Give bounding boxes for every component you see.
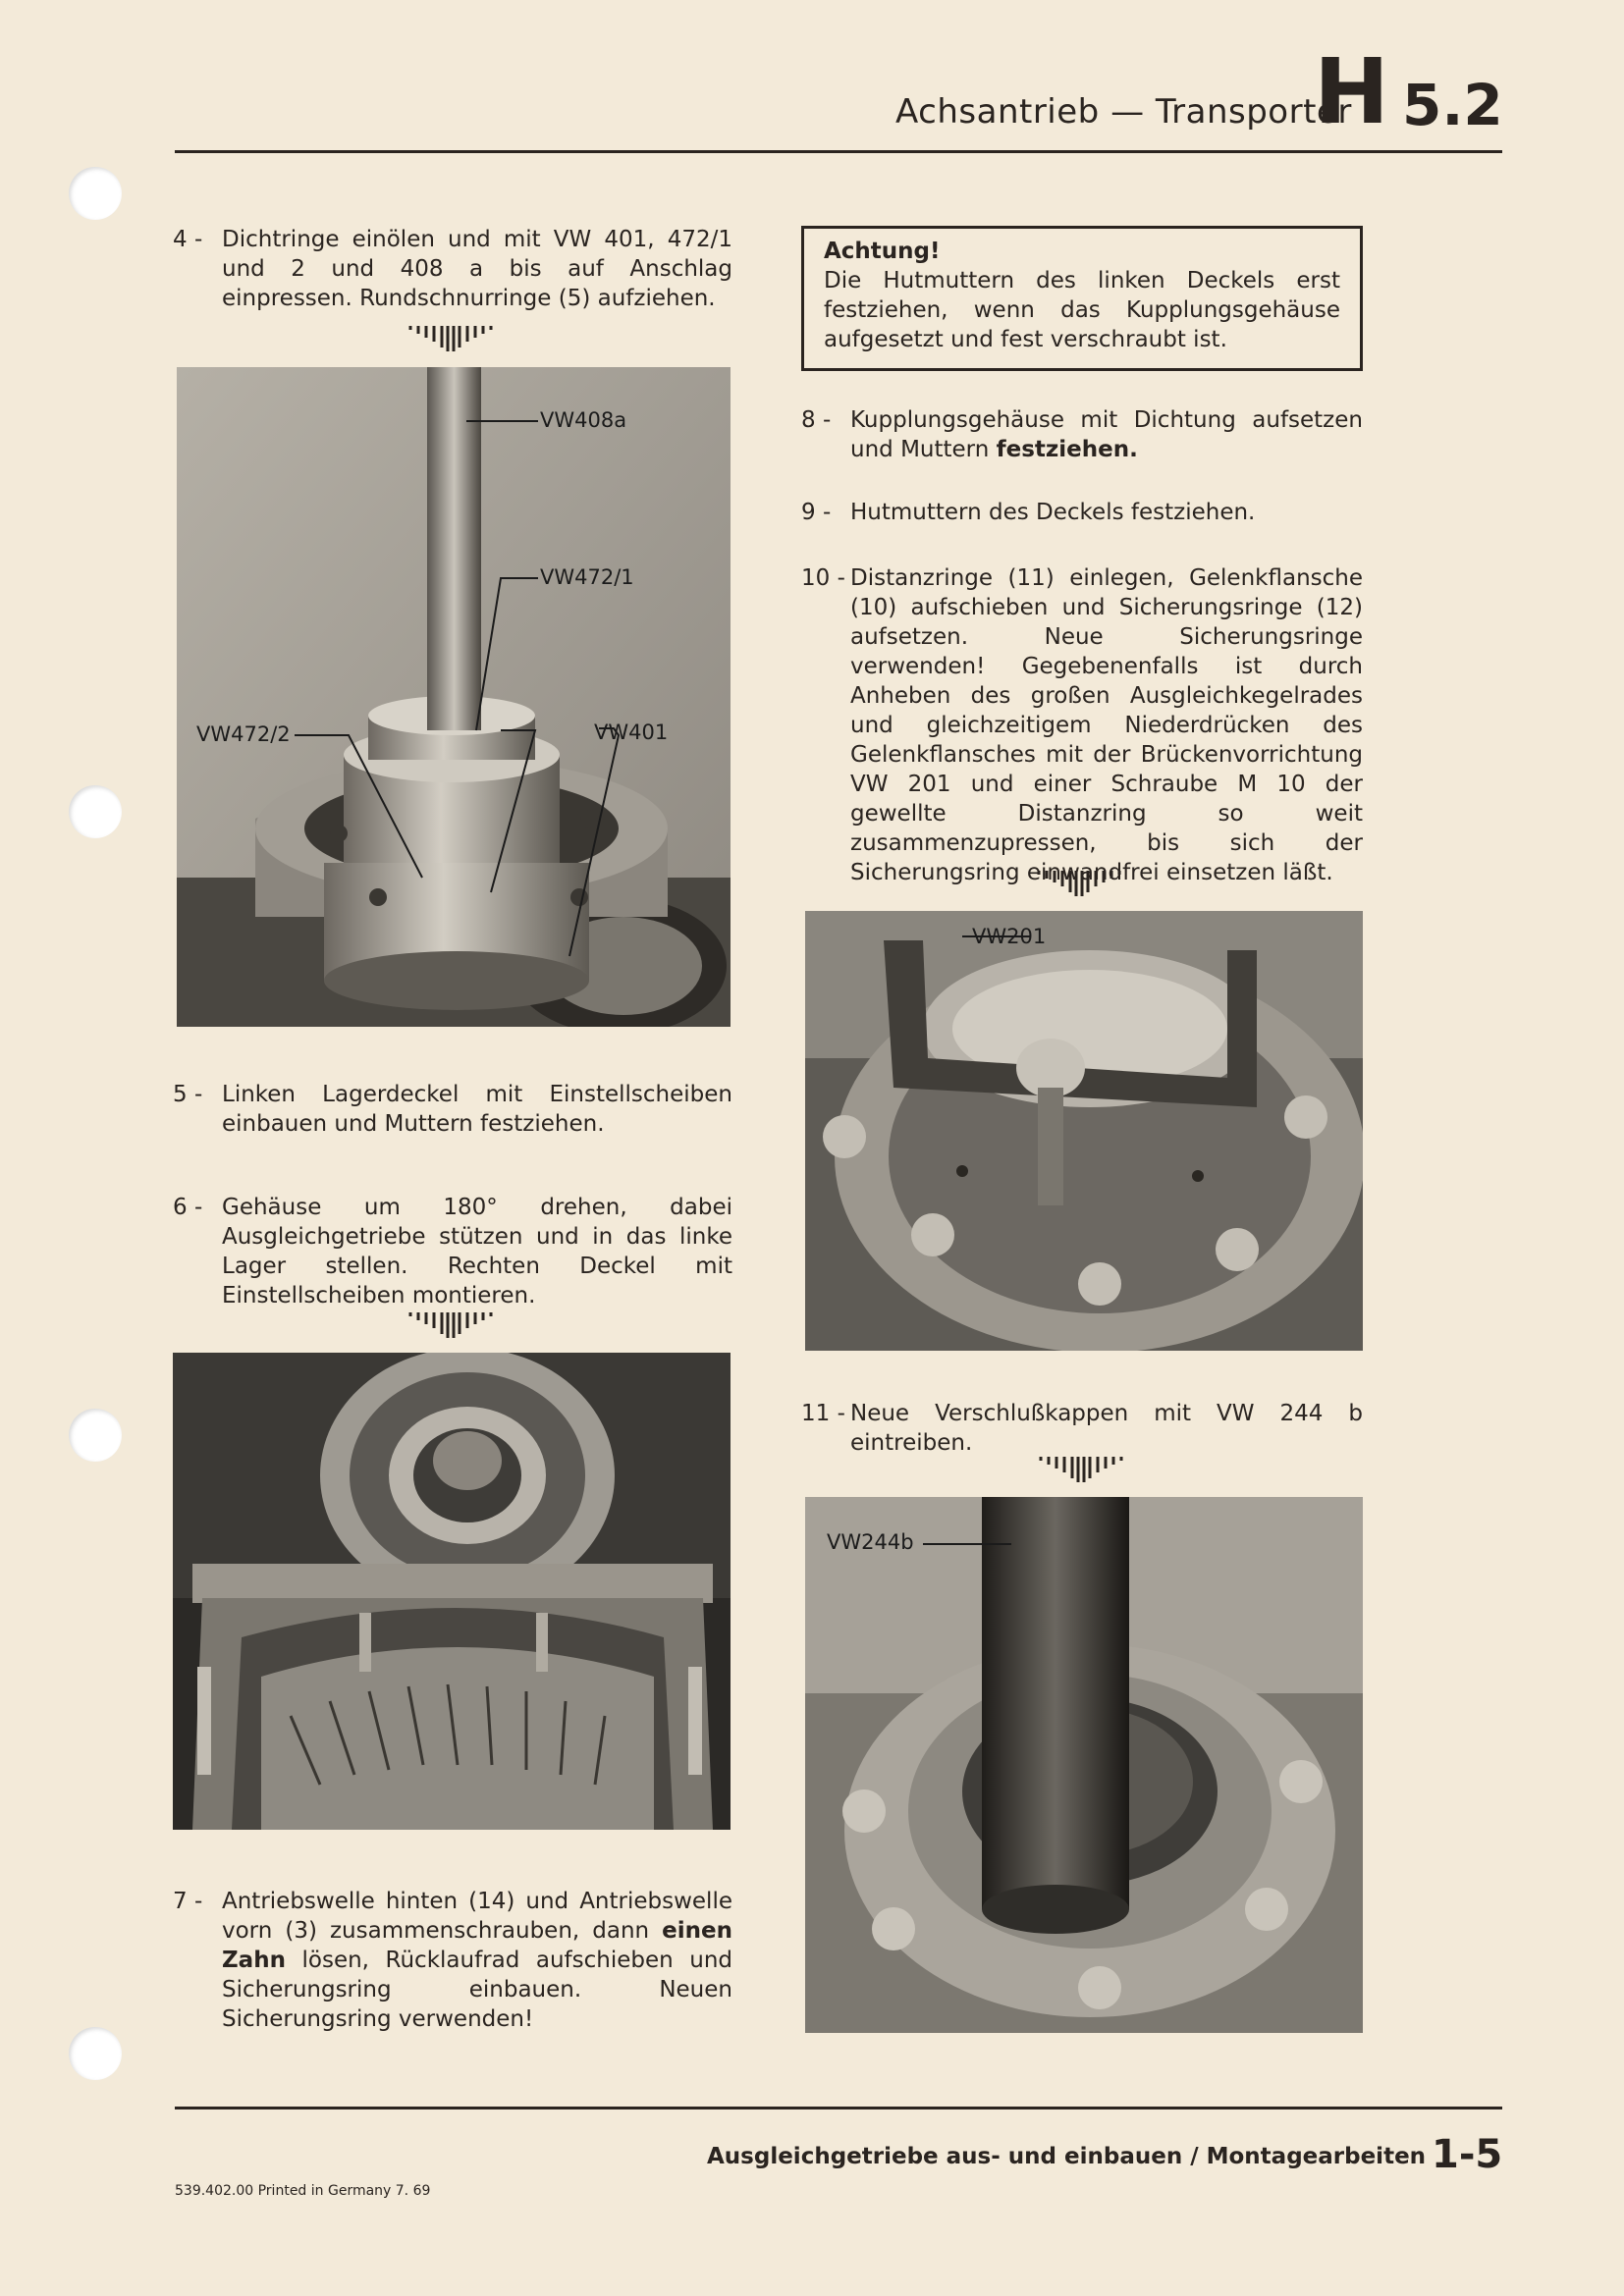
step-number: 9 - [801,500,832,525]
photo-gearbox-housing [173,1353,731,1830]
photo-bridge-tool [805,911,1363,1351]
step-7 [173,1887,732,2034]
printed-note: 539.402.00 Printed in Germany 7. 69 [175,2183,431,2199]
punch-hole [69,2027,122,2080]
section-letter: H [1314,39,1389,144]
tool-label: VW401 [594,721,669,744]
step-number: 8 - [801,407,832,433]
step-10 [801,563,1363,887]
tool-label: VW408a [540,408,627,432]
step-text-bold: einen Zahn [222,1918,732,1973]
tool-label: VW244b [827,1530,914,1554]
warning-box [801,226,1363,371]
step-5 [173,1080,732,1139]
punch-hole [69,1409,122,1462]
step-text: Distanzringe (11) einlegen, Gelenkflansche (10) aufschieben und Sicherungsringe (12) aufsetzen. Neue Sicherungsringe verwenden! Gegebenenfalls ist durch Anheben des großen Ausgleichkegelrades und gleichzeitigem Niederdrücken des Gelenkflansches mit der Brückenvorrichtung VW 201 und einer Schraube M 10 der gewellte Distanzring so weit zusammenzupressen, bis sich der Sicherungsring einwandfrei einsetzen läßt. [850,565,1363,885]
down-arrow-icon [1033,1455,1131,1484]
down-arrow-icon [403,1310,501,1340]
step-text: Gehäuse um 180° drehen, dabei Ausgleichgetriebe stützen und in das linke Lager stellen. Rechten Deckel mit Einstellscheiben montieren. [222,1195,732,1308]
step-number: 10 - [801,565,845,591]
footer-title: Ausgleichgetriebe aus- und einbauen / Montagearbeiten [707,2144,1427,2169]
step-9 [801,498,1363,527]
page-number: 1-5 [1432,2132,1503,2177]
step-text: Linken Lagerdeckel mit Einstellscheiben einbauen und Muttern festziehen. [222,1082,732,1137]
step-number: 11 - [801,1401,845,1426]
step-8 [801,405,1363,464]
punch-hole [69,785,122,838]
step-6 [173,1193,732,1310]
step-text-part: Kupplungsgehäuse mit Dichtung aufsetzen und Muttern [850,407,1363,462]
step-text [850,405,1363,464]
section-number: 5.2 [1402,72,1503,138]
step-number: 5 - [173,1082,203,1107]
tool-label: VW201 [972,925,1047,948]
down-arrow-icon [403,324,501,353]
tool-label: VW472/1 [540,565,634,589]
step-text [222,1887,732,2034]
step-text-part: lösen, Rücklaufrad aufschieben und Sicherungsring einbauen. Neuen Sicherungsring verwenden! [222,1948,732,2032]
page-title: Achsantrieb — Transporter [895,92,1352,132]
step-4 [173,225,732,313]
photo-tools-pressing-seals [177,367,731,1027]
step-number: 4 - [173,227,203,252]
punch-hole [69,167,122,220]
step-text: Neue Verschlußkappen mit VW 244 b eintreiben. [850,1401,1363,1456]
step-11 [801,1399,1363,1458]
step-number: 7 - [173,1889,203,1914]
footer-rule [175,2107,1502,2109]
step-number: 6 - [173,1195,203,1220]
header-rule [175,150,1502,153]
step-text: Dichtringe einölen und mit VW 401, 472/1 und 2 und 408 a bis auf Anschlag einpressen. Rundschnurringe (5) aufziehen. [222,227,732,311]
warning-title: Achtung! [824,239,941,264]
down-arrow-icon [1031,869,1129,898]
step-text-bold: festziehen. [996,437,1138,462]
step-text: Hutmuttern des Deckels festziehen. [850,500,1256,525]
tool-label: VW472/2 [196,722,291,746]
photo-closure-cap-tool [805,1497,1363,2033]
warning-text: Die Hutmuttern des linken Deckels erst festziehen, wenn das Kupplungsgehäuse aufgesetzt und fest verschraubt ist. [824,268,1340,352]
step-text-part: Antriebswelle hinten (14) und Antriebswelle vorn (3) zusammenschrauben, dann [222,1889,732,1944]
